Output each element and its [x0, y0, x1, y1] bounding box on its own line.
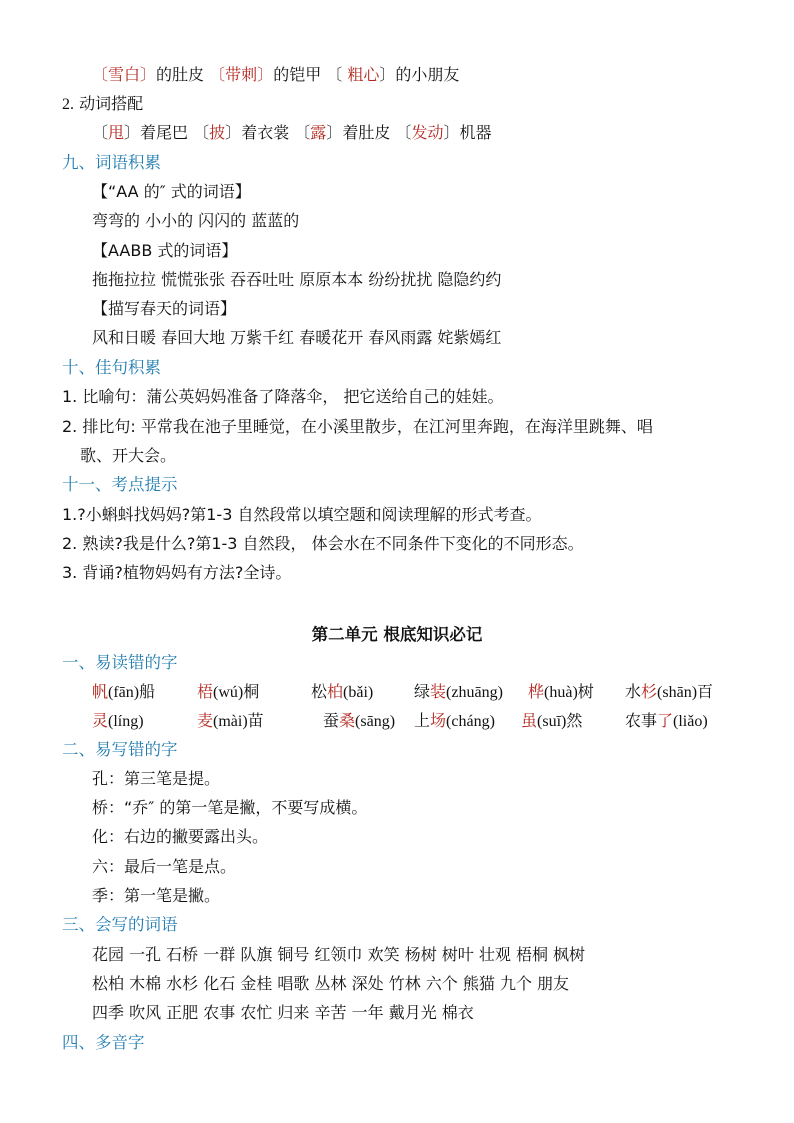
misread-row-2 — [92, 708, 732, 734]
word-list-line: 花园 一孔 石桥 一群 队旗 铜号 红领巾 欢笑 杨树 树叶 壮观 梧桐 枫树 — [92, 945, 586, 964]
verb-collocation-heading: 2. 动词搭配 — [62, 94, 144, 113]
aabb-subheading: 【AABB 式的词语】 — [92, 241, 238, 260]
word-list-line: 四季 吹风 正肥 农事 农忙 归来 辛苦 一年 戴月光 棉衣 — [92, 1003, 474, 1022]
miswritten-chars-heading: 二、易写错的字 — [62, 740, 178, 759]
verb-phrase-3: 〔露〕着肚皮 — [294, 123, 396, 142]
stroke-note: 季：第一笔是撇。 — [92, 886, 221, 905]
phrase-2: 〔带刺〕的铠甲 — [209, 65, 327, 84]
section-9-heading: 九、词语积累 — [62, 153, 161, 172]
exam-tip-2: 2. 熟读?我是什么?第1-3 自然段， 体会水在不同条件下变化的不同形态。 — [62, 534, 584, 553]
spring-subheading: 【描写春天的词语】 — [92, 299, 237, 318]
stroke-note: 孔：第三笔是提。 — [92, 769, 221, 788]
phrase-3: 〔 粗心〕的小朋友 — [326, 65, 460, 84]
unit-2-title: 第二单元 根底知识必记 — [311, 625, 483, 644]
pinyin-item: 虽(suī)然 — [521, 711, 583, 730]
exam-tip-1: 1.?小蝌蚪找妈妈?第1-3 自然段常以填空题和阅读理解的形式考查。 — [62, 505, 542, 524]
spring-words: 风和日暖 春回大地 万紫千红 春暖花开 春风雨露 姹紫嫣红 — [92, 328, 502, 347]
aabb-words: 拖拖拉拉 慌慌张张 吞吞吐吐 原原本本 纷纷扰扰 隐隐约约 — [92, 270, 502, 289]
pinyin-item: 上场(cháng) — [414, 711, 495, 730]
pinyin-item: 桦(huà)树 — [528, 682, 594, 701]
stroke-note: 桥：“乔″ 的第一笔是撇，不要写成横。 — [92, 798, 368, 817]
stroke-note: 六：最后一笔是点。 — [92, 857, 237, 876]
verb-phrase-1: 〔甩〕着尾巴 — [92, 123, 194, 142]
pinyin-item: 梧(wú)桐 — [197, 682, 260, 701]
phrase-1: 〔雪白〕的肚皮 — [92, 65, 210, 84]
pinyin-item: 绿装(zhuāng) — [414, 682, 503, 701]
parallel-sentence-cont: 歌、开大会。 — [80, 446, 177, 465]
word-list-line: 松柏 木棉 水杉 化石 金桂 唱歌 丛林 深处 竹林 六个 熊猫 九个 朋友 — [92, 974, 570, 993]
stroke-note: 化：右边的撇要露出头。 — [92, 827, 269, 846]
polyphone-heading: 四、多音字 — [62, 1033, 145, 1052]
section-10-heading: 十、佳句积累 — [62, 358, 161, 377]
metaphor-sentence: 1. 比喻句：蒲公英妈妈准备了降落伞， 把它送给自己的娃娃。 — [62, 387, 504, 406]
verb-phrase-4: 〔发动〕机器 — [395, 123, 492, 142]
section-11-heading: 十一、考点提示 — [62, 475, 178, 494]
adjective-phrase-line — [92, 62, 794, 88]
pinyin-item: 帆(fān)船 — [92, 682, 156, 701]
parallel-sentence: 2. 排比句: 平常我在池子里睡觉，在小溪里散步，在江河里奔跑，在海洋里跳舞、唱 — [62, 417, 653, 436]
pinyin-item: 麦(mài)苗 — [197, 711, 264, 730]
misread-row-1 — [92, 679, 732, 705]
aa-de-subheading: 【“AA 的″ 式的词语】 — [92, 182, 251, 201]
verb-phrase-2: 〔披〕着衣裳 — [193, 123, 295, 142]
pinyin-item: 灵(líng) — [92, 711, 144, 730]
pinyin-item: 松柏(bǎi) — [311, 682, 374, 701]
pinyin-item: 蚕桑(sāng) — [323, 711, 396, 730]
verb-phrase-line — [92, 120, 794, 146]
aa-de-words: 弯弯的 小小的 闪闪的 蓝蓝的 — [92, 211, 300, 230]
writable-words-heading: 三、会写的词语 — [62, 915, 178, 934]
misread-chars-heading: 一、易读错的字 — [62, 653, 178, 672]
pinyin-item: 农事了(liǎo) — [625, 711, 708, 730]
exam-tip-3: 3. 背诵?植物妈妈有方法?全诗。 — [62, 563, 292, 582]
pinyin-item: 水杉(shān)百 — [625, 682, 714, 701]
